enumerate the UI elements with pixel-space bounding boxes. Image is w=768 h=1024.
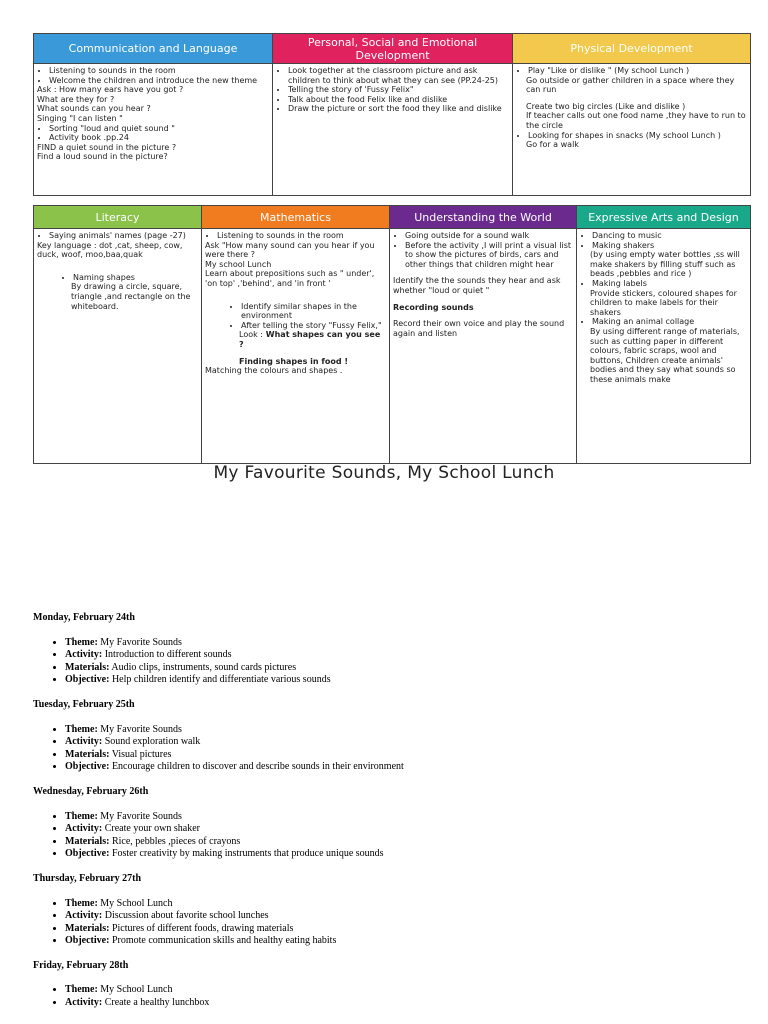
schedule-day-heading: Tuesday, February 25th — [33, 698, 135, 710]
cell-bullet-item: • Play "Like or dislike " (My school Lunch ) — [528, 66, 747, 76]
schedule-item-label: Theme: — [65, 984, 98, 996]
cell-text-line: FIND a quiet sound in the picture ? — [37, 142, 177, 152]
cell-sub-bullet-item: • Naming shapes — [73, 273, 198, 283]
cell-bullet-item: • Making an animal collage — [592, 317, 747, 327]
cell-text-line: Recording sounds — [393, 302, 474, 312]
header-communication-and-language: Communication and Language — [34, 34, 272, 63]
schedule-item: • Theme: My Favorite Sounds — [65, 811, 733, 824]
spacer — [393, 296, 573, 303]
cell-text-line: Record their own voice and play the sound again and listen — [393, 319, 565, 338]
curriculum-table-bottom — [33, 205, 751, 464]
cell-text-line: What sounds can you hear ? — [37, 104, 151, 114]
schedule-item-label: Theme: — [65, 636, 98, 648]
schedule-item-label: Materials: — [65, 661, 110, 673]
header-personal-social-emotional: Personal, Social and Emotional Development — [272, 34, 512, 63]
cell-personal-social-emotional — [272, 63, 512, 195]
schedule-item-label: Activity: — [65, 736, 103, 748]
cell-text-line: Create two big circles (Like and dislike ) — [526, 101, 686, 111]
schedule-item-label: Activity: — [65, 997, 103, 1009]
spacer — [393, 269, 573, 276]
cell-text-line: Ask "How many sound can you hear if you were there ? — [205, 240, 375, 260]
cell-bullet-item: • Activity book .pp.24 — [49, 133, 269, 143]
schedule-item-label: Objective: — [65, 935, 110, 947]
schedule-day-list — [33, 898, 733, 948]
schedule-item: • Activity: Discussion about favorite school lunches — [65, 910, 733, 923]
schedule-item-label: Objective: — [65, 848, 110, 860]
schedule-item: • Materials: Audio clips, instruments, sound cards pictures — [65, 662, 733, 675]
cell-expressive-arts-and-design — [576, 228, 750, 463]
cell-bullet-item: • Welcome the children and introduce the new theme — [49, 76, 269, 86]
cell-text-line: Key language : dot ,cat, sheep, cow, duck, woof, moo,baa,quak — [37, 240, 183, 260]
schedule-item: • Activity: Sound exploration walk — [65, 736, 733, 749]
cell-bullet-item: • Listening to sounds in the room — [217, 231, 386, 241]
schedule-day-list — [33, 724, 733, 774]
schedule-item-label: Theme: — [65, 810, 98, 822]
schedule-item: • Activity: Create your own shaker — [65, 823, 733, 836]
cell-physical-development — [512, 63, 750, 195]
cell-text-line: Singing "I can listen " — [37, 113, 123, 123]
spacer — [37, 260, 198, 267]
schedule-item-label: Activity: — [65, 910, 103, 922]
cell-communication-and-language — [34, 63, 272, 195]
cell-bullet-item: • Talk about the food Felix like and dislike — [288, 95, 509, 105]
page-title: My Favourite Sounds, My School Lunch — [213, 463, 555, 483]
cell-bullet-item: • Looking for shapes in snacks (My school Lunch ) — [528, 131, 747, 141]
schedule-item-label: Activity: — [65, 649, 103, 661]
schedule-item: • Objective: Encourage children to discover and describe sounds in their environment — [65, 761, 733, 774]
schedule-day-list — [33, 984, 733, 1009]
cell-bullet-item: • Dancing to music — [592, 231, 747, 241]
schedule-day-list — [33, 811, 733, 861]
schedule-item-label: Objective: — [65, 761, 110, 773]
cell-text-line: Learn about prepositions such as " under', 'on top' ,'behind', and 'in front ' — [205, 269, 375, 288]
cell-text-line: Matching the colours and shapes . — [205, 366, 343, 376]
schedule-item-label: Materials: — [65, 922, 110, 934]
schedule-day-list — [33, 637, 733, 687]
header-mathematics: Mathematics — [201, 206, 389, 228]
schedule-day-heading: Monday, February 24th — [33, 612, 135, 623]
cell-text-line: Go for a walk — [526, 140, 579, 150]
schedule-item: • Objective: Help children identify and differentiate various sounds — [65, 674, 733, 687]
cell-understanding-the-world — [389, 228, 576, 463]
cell-text-line: Go outside or gather children in a space where they can run — [526, 75, 735, 95]
schedule-item: • Theme: My Favorite Sounds — [65, 724, 733, 737]
cell-text-line: What are they for ? — [37, 94, 115, 104]
cell-text-line: By drawing a circle, square, triangle ,and rectangle on the whiteboard. — [71, 282, 191, 311]
spacer — [516, 95, 747, 102]
schedule-item: • Materials: Visual pictures — [65, 749, 733, 762]
cell-text-line: Finding shapes in food ! — [239, 356, 348, 366]
cell-bullet-item: • Listening to sounds in the room — [49, 66, 269, 76]
schedule-day-heading: Friday, February 28th — [33, 959, 129, 971]
cell-text-line: Provide stickers, coloured shapes for children to make labels for their shakers — [590, 288, 737, 317]
schedule-item-label: Activity: — [65, 823, 103, 835]
cell-bullet-item: • Before the activity ,I will print a visual list to show the pictures of birds, cars and other things that children might hear — [405, 241, 573, 270]
header-expressive-arts-and-design: Expressive Arts and Design — [576, 206, 750, 228]
cell-bullet-item: • Sorting "loud and quiet sound " — [49, 124, 269, 134]
schedule-item-label: Materials: — [65, 835, 110, 847]
cell-mathematics — [201, 228, 389, 463]
cell-literacy — [34, 228, 201, 463]
cell-text-line: (by using empty water bottles ,ss will make shakers by filling stuff such as beads ,pebbles and rice ) — [590, 250, 740, 279]
schedule-item: • Objective: Foster creativity by making instruments that produce unique sounds — [65, 848, 733, 861]
cell-text-line: Ask : How many ears have you got ? — [37, 85, 184, 95]
cell-text-line: Look : What shapes can you see ? — [239, 330, 381, 349]
schedule-item: • Theme: My Favorite Sounds — [65, 637, 733, 650]
schedule-item: • Materials: Rice, pebbles ,pieces of crayons — [65, 836, 733, 849]
schedule-item-label: Objective: — [65, 674, 110, 686]
header-literacy: Literacy — [34, 206, 201, 228]
cell-bullet-item: • Making labels — [592, 279, 747, 289]
cell-text-line: By using different range of materials, such as cutting paper in different colours, fabric scraps, wool and buttons, Children create animals' bodies and they say what sounds so these animals make — [590, 326, 740, 384]
schedule-item: • Activity: Introduction to different sounds — [65, 649, 733, 662]
cell-bullet-item: • Telling the story of 'Fussy Felix" — [288, 85, 509, 95]
curriculum-table-top — [33, 33, 751, 196]
schedule-item: • Activity: Create a healthy lunchbox — [65, 997, 733, 1010]
cell-sub-bullet-item: • Identify similar shapes in the environment — [241, 302, 386, 321]
schedule-day-heading: Thursday, February 27th — [33, 872, 142, 884]
cell-text-line: My school Lunch — [205, 259, 272, 269]
cell-sub-bullet-item: • After telling the story "Fussy Felix," — [241, 321, 386, 331]
header-physical-development: Physical Development — [512, 34, 750, 63]
schedule-day-heading: Wednesday, February 26th — [33, 785, 149, 797]
cell-bullet-item: • Saying animals' names (page -27) — [49, 231, 198, 241]
header-understanding-the-world: Understanding the World — [389, 206, 576, 228]
schedule-item-label: Theme: — [65, 897, 98, 909]
spacer — [205, 350, 386, 357]
schedule-item-label: Materials: — [65, 748, 110, 760]
schedule-item: • Theme: My School Lunch — [65, 984, 733, 997]
weekly-schedule — [33, 612, 733, 1022]
emphasis-text: What shapes can you see ? — [239, 330, 381, 349]
cell-bullet-item: • Look together at the classroom picture and ask children to think about what they can see (PP.24-25) — [288, 66, 509, 85]
cell-bullet-item: • Draw the picture or sort the food they like and dislike — [288, 104, 509, 114]
cell-text-line: Identify the the sounds they hear and ask whether "loud or quiet " — [393, 276, 561, 295]
spacer — [393, 312, 573, 319]
cell-text-line: Find a loud sound in the picture? — [37, 152, 168, 162]
schedule-item-label: Theme: — [65, 723, 98, 735]
schedule-item: • Materials: Pictures of different foods, drawing materials — [65, 923, 733, 936]
cell-bullet-item: • Making shakers — [592, 241, 747, 251]
schedule-item: • Theme: My School Lunch — [65, 898, 733, 911]
spacer — [205, 289, 386, 296]
cell-bullet-item: • Going outside for a sound walk — [405, 231, 573, 241]
cell-text-line: If teacher calls out one food name ,they have to run to the circle — [526, 111, 746, 130]
schedule-item: • Objective: Promote communication skills and healthy eating habits — [65, 935, 733, 948]
